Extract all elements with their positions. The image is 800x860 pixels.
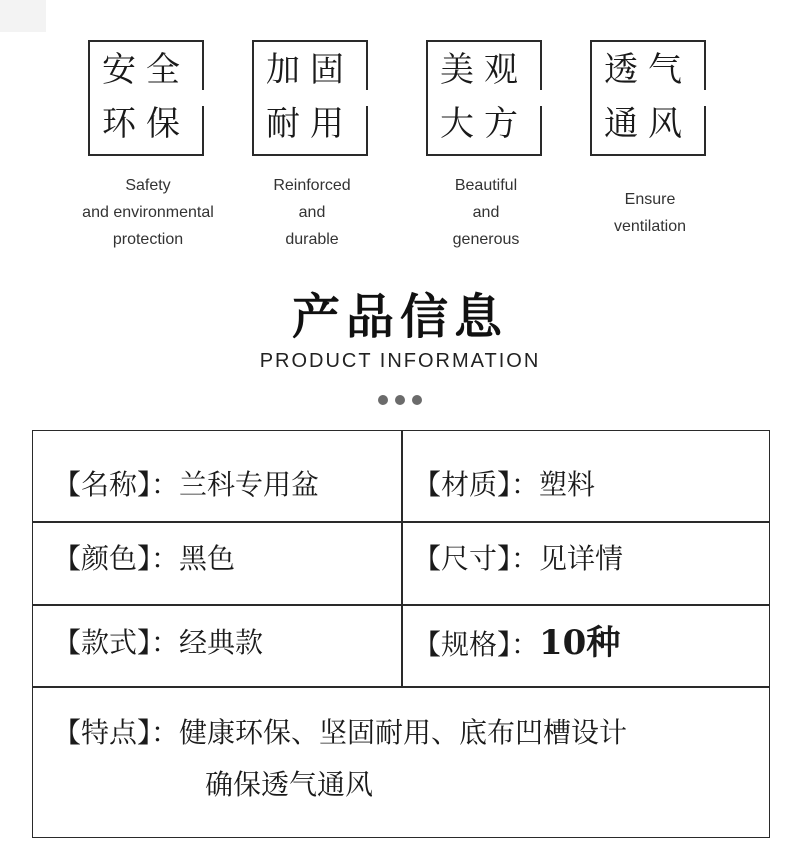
feature-cn-line-2: 通风	[604, 104, 692, 144]
size-value: 见详情	[539, 542, 624, 575]
spec-cell	[413, 623, 620, 665]
name-label: 【名称】：	[53, 468, 180, 501]
feature-cn-line-1: 美观	[440, 50, 528, 90]
feature-en-line: and	[472, 204, 500, 221]
color-value: 黑色	[179, 542, 236, 575]
feature-en-line: and	[298, 204, 326, 221]
feature-reinforced	[222, 40, 402, 260]
feature-cn-line-2: 大方	[440, 104, 528, 144]
feature-cn-line-1: 加固	[266, 50, 354, 90]
feature-label: 【特点】：	[53, 716, 180, 749]
feature-cn-line-1: 透气	[604, 50, 692, 90]
feature-cn-line-2: 环保	[102, 104, 190, 144]
feature-value-line-1: 健康环保、坚固耐用、底布凹槽设计	[179, 716, 628, 749]
feature-en-line: protection	[112, 231, 184, 248]
feature-frame	[426, 40, 542, 156]
feature-safety	[58, 40, 238, 260]
material-label: 【材质】：	[413, 468, 540, 501]
dot-icon	[395, 395, 405, 405]
feature-cn-line-2: 耐用	[266, 104, 354, 144]
feature-en-line: ventilation	[613, 218, 687, 235]
name-cell	[53, 465, 319, 505]
product-info-table	[32, 430, 770, 838]
style-label: 【款式】：	[53, 626, 180, 659]
feature-ventilation	[560, 40, 740, 260]
style-cell	[53, 623, 263, 663]
spec-value: 10种	[539, 623, 621, 663]
feature-beautiful	[396, 40, 576, 260]
dot-icon	[412, 395, 422, 405]
feature-frame	[88, 40, 204, 156]
spec-label: 【规格】：	[413, 628, 540, 661]
ellipsis-dots-icon	[378, 395, 424, 405]
feature-en-line: and environmental	[82, 204, 214, 221]
feature-cell	[53, 707, 753, 811]
feature-cn-line-1: 安全	[102, 50, 190, 90]
feature-en-line: Beautiful	[454, 177, 518, 194]
feature-en-line: durable	[285, 231, 339, 248]
color-cell	[53, 539, 235, 579]
dot-icon	[378, 395, 388, 405]
feature-frame	[590, 40, 706, 156]
material-cell	[413, 465, 595, 505]
name-value: 兰科专用盆	[179, 468, 320, 501]
section-subtitle: PRODUCT INFORMATION	[259, 350, 541, 372]
feature-en-line: generous	[452, 231, 520, 248]
feature-frame	[252, 40, 368, 156]
feature-strip	[0, 0, 800, 260]
feature-value-line-2: 确保透气通风	[205, 768, 374, 801]
style-value: 经典款	[179, 626, 264, 659]
size-cell	[413, 539, 623, 579]
feature-en-line: Reinforced	[273, 177, 351, 194]
feature-en-line: Ensure	[624, 191, 676, 208]
material-value: 塑料	[539, 468, 596, 501]
size-label: 【尺寸】：	[413, 542, 540, 575]
section-title: 产品信息	[291, 289, 508, 345]
color-label: 【颜色】：	[53, 542, 180, 575]
feature-en-line: Safety	[125, 177, 171, 194]
